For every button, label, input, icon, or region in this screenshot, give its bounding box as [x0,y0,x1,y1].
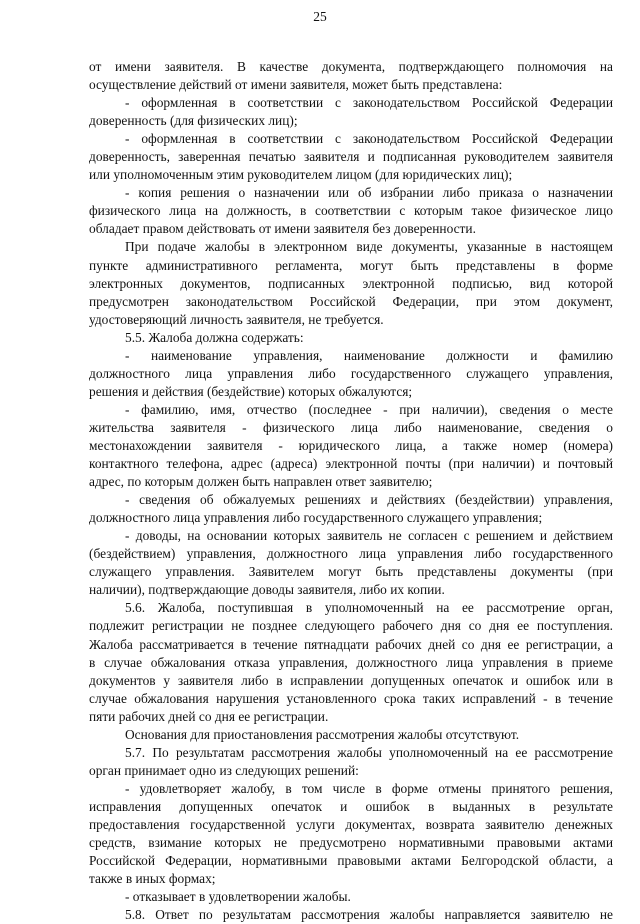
text-line: осуществление действий от имени заявителя, может быть представлена: [89,77,503,93]
text-line: пункте административного регламента, могут быть представлены в форме [89,257,613,273]
text-line: При подаче жалобы в электронном виде документы, указанные в настоящем [125,239,613,255]
text-line: - наименование управления, наименование должности и фамилию [125,347,613,363]
text-line: Основания для приостановления рассмотрения жалобы отсутствуют. [125,726,520,742]
text-line: жительства заявителя - физического лица либо наименование, сведения о [89,419,613,435]
text-line: обладает правом действовать от имени заявителя без доверенности. [89,221,476,237]
text-line: в случае обжалования отказа управления, должностного лица управления в приеме [89,654,613,670]
text-line: 5.5. Жалоба должна содержать: [125,329,304,345]
text-line: от имени заявителя. В качестве документа, подтверждающего полномочия на [89,59,613,74]
text-line: 5.8. Ответ по результатам рассмотрения жалобы направляется заявителю не [125,907,613,923]
text-line: (бездействием) управления, должностного лица управления либо государственного [89,546,613,562]
text-line: предоставления государственной услуги документах, возврата заявителю денежных [89,816,613,832]
text-line: решения и действия (бездействие) которых обжалуются; [89,383,413,399]
text-line: контактного телефона, адрес (адреса) электронной почты (при наличии) и почтовый [89,456,613,472]
text-line: предусмотрен законодательством Российской Федерации, при этом документ, [89,293,613,309]
text-line: удостоверяющий личность заявителя, не требуется. [89,311,384,327]
text-line: - доводы, на основании которых заявитель не согласен с решением и действием [125,528,613,544]
text-line: документов у заявителя либо в исправлении допущенных опечаток и ошибок или в [89,672,613,688]
text-line: - копия решения о назначении или об избрании либо приказа о назначении [125,185,613,201]
text-line: - оформленная в соответствии с законодательством Российской Федерации [125,131,613,147]
text-line: также в иных формах; [89,871,216,887]
text-line: средств, взимание которых не предусмотрено нормативными правовыми актами [89,835,613,851]
text-line: - удовлетворяет жалобу, в том числе в форме отмены принятого решения, [125,780,613,796]
text-line: должностного лица управления либо государственного служащего управления, [89,365,613,381]
text-line: физического лица на должность, в соответствии с которым такое физическое лицо [89,203,613,219]
text-line: местонахождении заявителя - юридического лица, а также номер (номера) [89,437,613,453]
text-line: - отказывает в удовлетворении жалобы. [125,889,351,905]
text-line: Российской Федерации, нормативными правовыми актами Белгородской области, а [89,853,613,869]
text-line: адрес, по которым должен быть направлен ответ заявителю; [89,474,433,490]
text-line: исправления допущенных опечаток и ошибок в выданных в результате [89,798,613,814]
text-line: 5.7. По результатам рассмотрения жалобы уполномоченный на ее рассмотрение [125,744,613,760]
text-line: - оформленная в соответствии с законодательством Российской Федерации [125,95,613,111]
text-line: доверенность, заверенная печатью заявителя и подписанная руководителем заявителя [89,149,613,165]
text-line: служащего управления. Заявителем могут быть представлены документы (при [89,564,613,580]
text-line: должностного лица управления либо государственного служащего управления; [89,510,543,526]
text-line: - сведения об обжалуемых решениях и действиях (бездействии) управления, [125,492,613,508]
text-line: 5.6. Жалоба, поступившая в уполномоченный на ее рассмотрение орган, [125,600,613,616]
document-body [89,58,613,924]
text-line: доверенность (для физических лиц); [89,113,298,129]
text-line: подлежит регистрации не позднее следующего рабочего дня со дня ее поступления. [89,618,613,634]
page-number: 25 [313,9,327,24]
text-line: пяти рабочих дней со дня ее регистрации. [89,708,329,724]
text-line: случае обжалования нарушения установленного срока таких исправлений - в течение [89,690,613,706]
text-line: электронных документов, подписанных электронной подписью, вид которой [89,275,613,291]
text-line: или уполномоченным этим руководителем лицом (для юридических лиц); [89,167,513,183]
text-line: наличии), подтверждающие доводы заявителя, либо их копии. [89,582,445,598]
text-line: - фамилию, имя, отчество (последнее - при наличии), сведения о месте [125,401,613,417]
text-line: орган принимает одно из следующих решений: [89,762,359,778]
text-line: Жалоба рассматривается в течение пятнадцати рабочих дней со дня ее регистрации, а [89,636,613,652]
